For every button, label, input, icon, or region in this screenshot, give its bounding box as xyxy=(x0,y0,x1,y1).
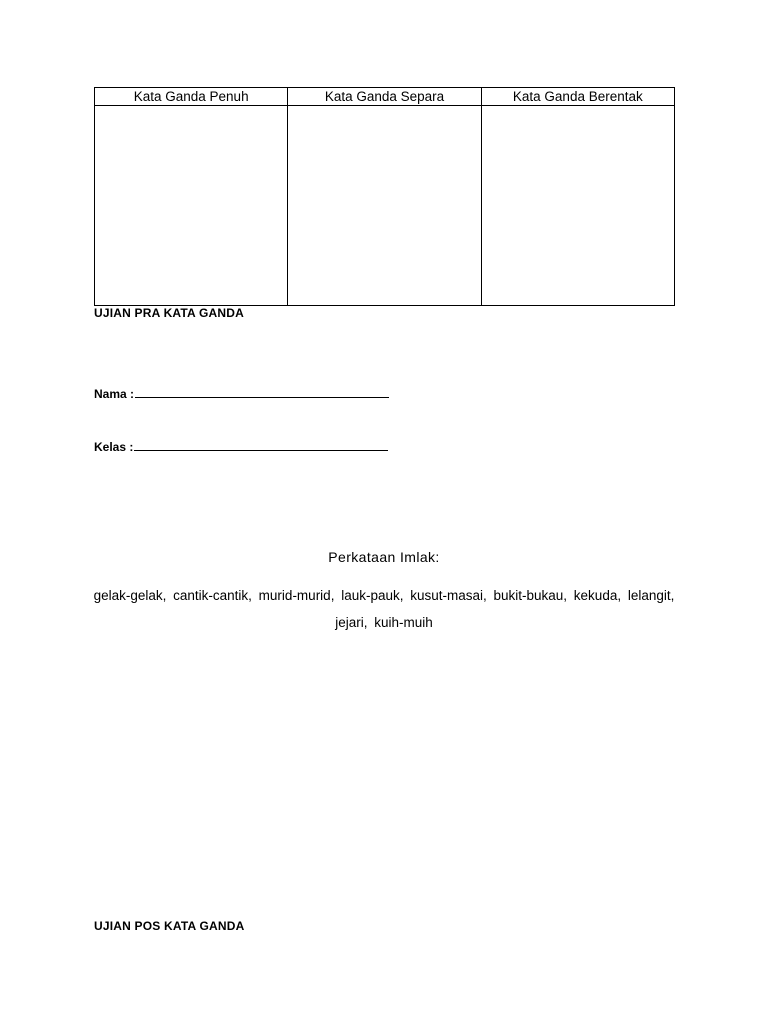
kelas-field xyxy=(94,438,388,454)
header-kata-ganda-separa: Kata Ganda Separa xyxy=(288,88,481,106)
nama-blank-line[interactable] xyxy=(135,385,389,398)
ujian-pra-heading: UJIAN PRA KATA GANDA xyxy=(94,306,244,320)
kelas-label: Kelas : xyxy=(94,440,134,454)
nama-label: Nama : xyxy=(94,387,135,401)
table-header-row xyxy=(95,88,675,106)
kata-ganda-table xyxy=(94,87,675,306)
header-kata-ganda-penuh: Kata Ganda Penuh xyxy=(95,88,288,106)
nama-field xyxy=(94,385,389,401)
ujian-pos-heading: UJIAN POS KATA GANDA xyxy=(94,919,245,933)
answer-cell-berentak[interactable] xyxy=(481,106,674,306)
imlak-word-list: gelak-gelak, cantik-cantik, murid-murid, lauk-pauk, kusut-masai, bukit-bukau, kekuda, lelangit, jejari, kuih-muih xyxy=(93,588,675,630)
table-answer-row xyxy=(95,106,675,306)
imlak-title: Perkataan Imlak: xyxy=(328,549,440,565)
header-kata-ganda-berentak: Kata Ganda Berentak xyxy=(481,88,674,106)
kelas-blank-line[interactable] xyxy=(134,438,388,451)
answer-cell-separa[interactable] xyxy=(288,106,481,306)
answer-cell-penuh[interactable] xyxy=(95,106,288,306)
